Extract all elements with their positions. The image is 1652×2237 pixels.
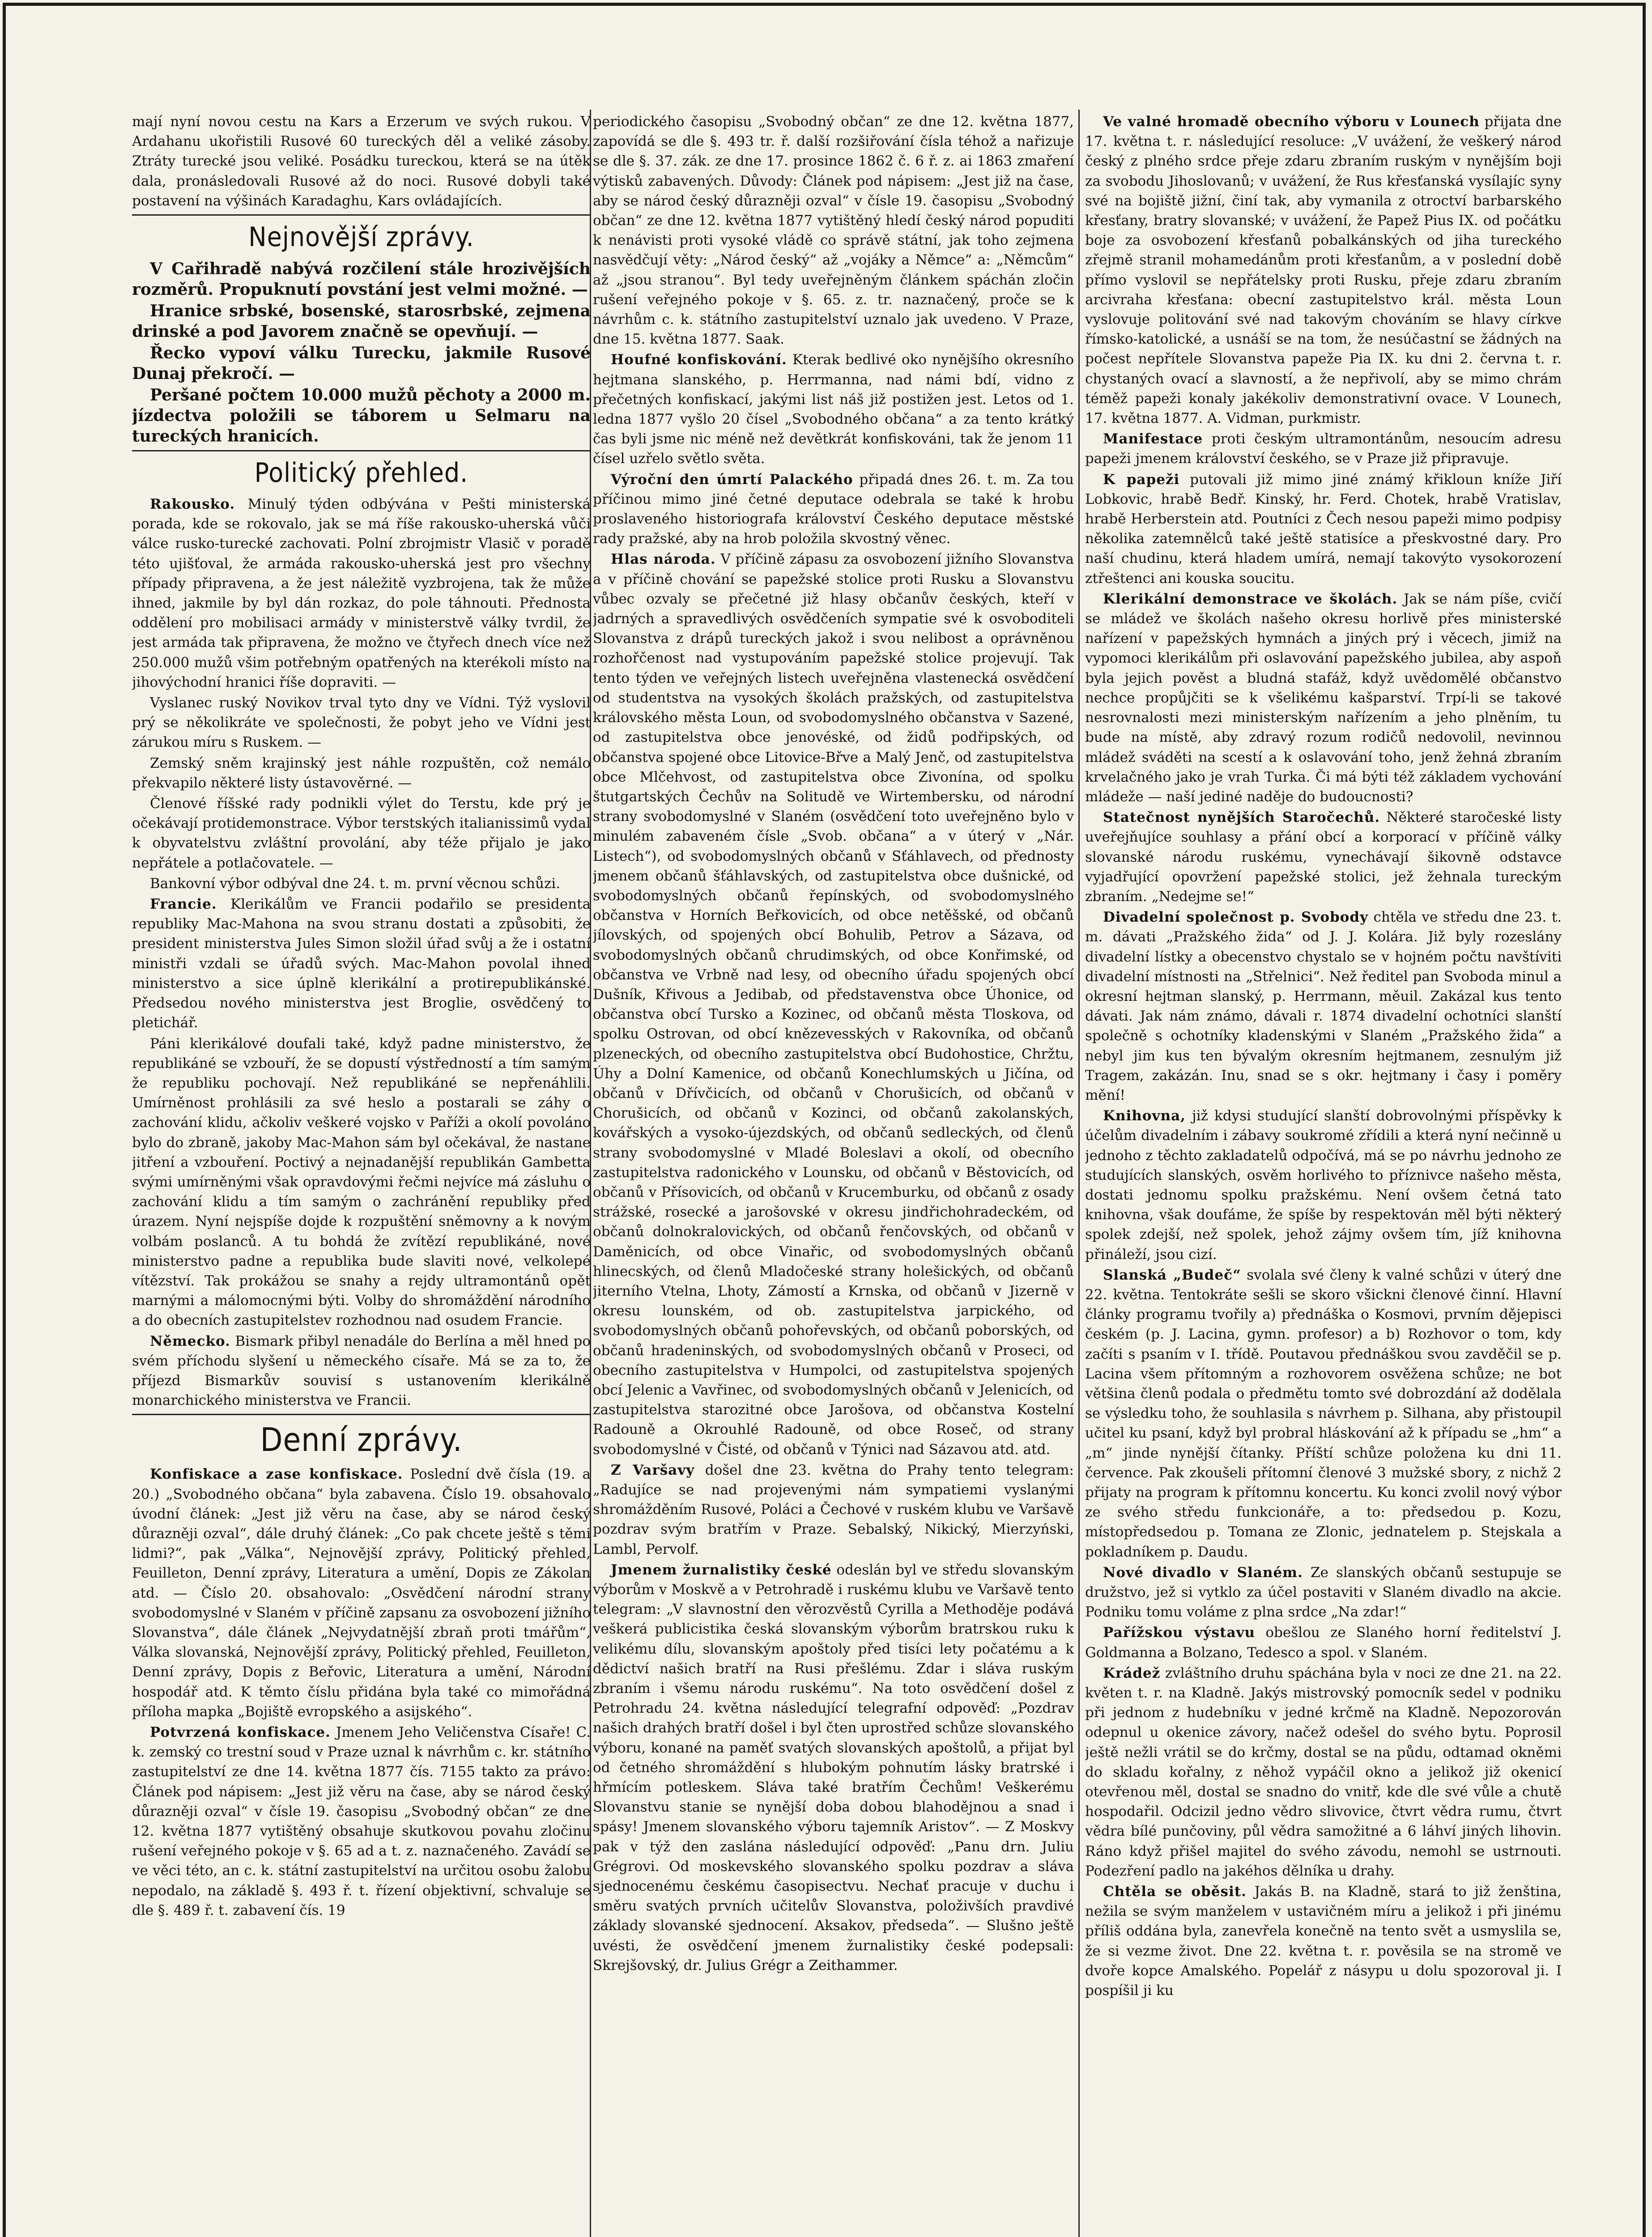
column-1 [132,112,591,2237]
keyword: Výroční den úmrtí Palackého [611,471,853,488]
keyword: Potvrzená konfiskace. [150,1724,331,1740]
paragraph [1085,470,1562,588]
paragraph-text: Jakás B. na Kladně, stará to již ženština, nežila se svým manželem v ustavičném míru a jelikož i při jinému příliš oddána byla, zanevřela konečně na tento svět a usmyslila se, že si vezme život. Dne 22. května t. r. pověsila se na stromě ve dvoře kopce Amalského. Popelář z násypu u dolu spozoroval ji. I pospíšil ji ku [1085,1884,1562,1999]
paragraph-text: Bismark přibyl nenadále do Berlína a měl hned po svém příchodu slyšení u německého císaře. Má se za to, že příjezd Bismarkův souvisí s ustanovením klerikálně monarchického ministerstva ve Francii. [132,1333,591,1409]
keyword: Chtěla se oběsit. [1103,1884,1247,1900]
paragraph [132,1331,591,1411]
paragraph [132,894,591,1033]
paragraph-text: proti českým ultramontánům, nesoucím adresu papeži jmenem království českého, se v Praze již připravuje. [1085,431,1562,467]
paragraph [1085,1882,1562,2000]
paragraph: periodického časopisu „Svobodný občan“ ze dne 12. května 1877, zapovídá se dle §. 493 tr. ř. další rozšiřování čísla téhož a nařizuje se dle §. 37. zák. ze dne 17. prosince 1862 č. 6 ř. z. ai 1863 zmaření výtisků zabavených. Důvody: Článek pod nápisem: „Jest již na čase, aby se národ český důrazněji ozval“ v čísle 19. časopisu „Svobodný občan“ ze dne 12. května 1877 vytištěný hledí český národ popuditi k nenávisti proti vysoké vládě co správě státní, jak toho zejmena nasvědčují věty: „Národ český“ až „vojáky a Němce“ a: „Němcům“ až „jsou stranou“. Byl tedy uveřejněným článkem spáchán zločin rušení veřejného pokoje v §. 65. z. tr. naznačený, proče se k návrhům c. k. státního zastupitelství uznalo jak uvedeno. V Praze, dne 15. května 1877. Saak. [593,114,1074,348]
keyword: Statečnost nynějších Staročechů. [1103,809,1380,826]
keyword: Knihovna, [1103,1108,1186,1124]
paragraph-text: svolala své členy k valné schůzi v úterý dne 22. května. Tentokráte sešli se skoro všickni členové činní. Hlavní články programu tvořily a) přednáška o Kosmovi, prvním dějepisci českém (p. J. Lacina, gymn. profesor) a b) Rozhovor o tom, kdy začíti s psaním v I. třídě. Poutavou přednáškou svou zavděčil se p. Lacina všem přítomným a rozhovorem osvěžena schůze; ne bot většina členů podala o předmětu tomto své dobrozdání až dodělala se výsledku toho, že souhlasila s návrhem p. Silhana, aby přistoupil učitel ku psaní, když byl probral hláskování až k případu se „hm“ a „m“ jinde nynější čítanky. Příští schůze položena ku dni 11. července. Pak zkoušeli přítomní členové 3 mužské sbory, z nichž 2 přijaty na program k přítomnu koncertu. Ku konci zvolil nový výbor ze svého středu funkcionáře, a to: předsedou p. Kozu, místopředsedou p. Tomana ze Zlonic, jednatelem p. Stejskala a pokladníkem p. Daudu. [1085,1267,1562,1560]
paragraph [1085,589,1562,807]
paragraph-text: Poslední dvě čísla (19. a 20.) „Svobodného občana“ byla zabavena. Číslo 19. obsahovalo úvodní článek: „Jest již věru na čase, aby se národ český důrazněji ozval“, dále druhý článek: „Co pak chcete ještě s těmi lidmi?“, pak „Válka“, Nejnovější zprávy, Politický přehled, Feuilleton, Denní zprávy, Literatura a umění, Dopis ze Zákolan atd. — Číslo 20. obsahovalo: „Osvědčení národní strany svobodomyslné v Slaném v příčině zapsanu za osvobození jižního Slovanstva“, dále článek „Nejvydatnější zbraň proti tmářům“, Válka slovanská, Nejnovější zprávy, Politický přehled, Feuilleton, Denní zprávy, Dopis z Beřovic, Literatura a umění, Národní hospodář atd. K těmto číslu přidána byla také co mimořádná příloha mapka „Bojiště evropského a asijského“. [132,1466,591,1720]
news-item: V Cařihradě nabývá rozčilení stále hrozivějších rozměrů. Propuknutí povstání jest velmi možné. — [132,259,591,299]
keyword: Divadelní společnost p. Svobody [1103,909,1369,926]
keyword: Německo. [150,1333,230,1349]
section-title-political-overview: Politický přehled. [254,457,468,489]
paragraph [132,1464,591,1722]
paragraph-text: Klerikálům ve Francii podařilo se presidenta republiky Mac-Mahona na svou stranu dostati a způsobiti, že president ministerstva Jules Simon složil úřad svůj a že i ostatní ministři vzdali se úřadů svých. Mac-Mahon povolal ihned ministerstvo a sice úplně klerikální a protirepublikánské. Předsedou nového ministerstva jest Broglie, osvědčený to pletichář. [132,896,591,1031]
news-item: Peršané počtem 10.000 mužů pěchoty a 2000 m. jízdectva položili se táborem u Selmaru na tureckých hranicích. [132,386,591,446]
paragraph-text: chtěla ve středu dne 23. t. m. dávati „Pražského žida“ od J. J. Kolára. Již byly rozeslány divadelní lístky a obecenstvo chystalo se v hojném počtu navštíviti divadelní místnosti na „Střelnici“. Než ředitel pan Svoboda minul a okresní hejtman slanský, p. Herrmann, měuil. Zakázal kus tento dávati. Jak nám známo, dávali r. 1874 divadelní ochotníci slanští společně s ochotníky kladenskými v Slaném „Pražského žida“ a nebyl jim kus ten bývalým okresním hejtmanem, zesnulým již Tragem, zakázán. Inu, snad se s okr. hejtmany i časy i poměry mění! [1085,909,1562,1103]
paragraph [1085,1265,1562,1562]
paragraph: mají nyní novou cestu na Kars a Erzerum ve svých rukou. V Ardahanu ukořistili Rusové 60 tureckých děl a veliké zásoby. Ztráty turecké jsou veliké. Posádku tureckou, která se na útěk dala, pronásledovali Rusové až do noci. Rusové dobyli také postavení na výšinách Karadaghu, Kars ovládajících. [132,114,591,209]
keyword: Rakousko. [150,496,235,513]
keyword: Manifestace [1103,431,1203,447]
paragraph-text: připadá dnes 26. t. m. Za tou příčinou mimo jiné četné deputace odebrala se také k hrobu proslaveného historiografa království Českého deputace městské rady pražské, aby na hrob položila skvostný věnec. [593,471,1074,547]
section-divider [132,450,591,451]
paragraph: Členové říšské rady podnikli výlet do Terstu, kde prý je očekávají protidemonstrace. Výbor terstských italianissimů vydal k obyvatelstvu zvláštní provolání, aby téže přijalo je jako nepřátele a potlačovatele. — [132,795,591,871]
paragraph [1085,1623,1562,1662]
column-rule [1078,110,1080,2237]
news-item: Řecko vypoví válku Turecku, jakmile Rusové Dunaj překročí. — [132,344,591,383]
paragraph-text: Jak se nám píše, cvičí se mládež ve školách našeho okresu horlivě přes ministerské nařízení v papežských hymnách a jiných prý i věcech, jimiž na vypomoci klerikálům při oslavování papežského jubilea, aby aspoň byla jejich pověst a bludná stafáž, když uvědomělé občanstvo nechce propůjčiti se k všelikému kašparství. Trpí-li se takové nesrovnalosti mezi ministerským nařízením a jeho plněním, tu bude na místě, aby zdravý rozum rodičů nedovolil, nevinnou mládež sváděti na scestí a k oslavování toho, jenž žehná zbraním krvelačného jako je vrah Turka. Či má býti též základem vychování mládeže — naší jediné naděje do budoucnosti? [1085,591,1562,805]
paragraph-text: došel dne 23. května do Prahy tento telegram: „Radujíce se nad projevenými nám sympatiemi vyslanými shromážděním Rusové, Poláci a Čechové v ruském klubu ve Varšavě pozdrav svým bratřím v Praze. Sebalský, Nikický, Mierzyński, Lambl, Pervolf. [593,1462,1074,1557]
keyword: K papeži [1103,471,1180,488]
paragraph [1085,808,1562,906]
paragraph-text: odeslán byl ve středu slovanským výborům v Moskvě a v Petrohradě i ruskému klubu ve Varšavě tento telegram: „V slavnostní den věrozvěstů Cyrilla a Methoděje podává veškerá publicistika česká slovanským výborům bratrskou ruku k velikému dílu, slovanským apoštoly před tisíci lety počatému a k dědictví našich bratří na Rusi přešlému. Zdar i sláva ruským zbraním i všemu národu ruskému“. Na toto osvědčení došel z Petrohradu 24. května následující telegrafní odpověď: „Pozdrav našich drahých bratří došel i byl čten uprostřed schůze slovanského výboru, konané na paměť svatých slovanských apoštolů, a přijat byl od četného shromáždění s hlubokým pohnutím lásky bratrské i hřmícím potleskem. Sláva také bratřím Čechům! Veškerému Slovanstvu stanie se nynější doba dobou blahodějnou a snad i spásy! Jmenem slovanského výboru tajemník Aristov“. — Z Moskvy pak v týž den zaslána následující odpověď: „Panu drn. Juliu Grégrovi. Od moskevského slovanského spolku pozdrav a sláva sjednocenému českému časopisectvu. Nechať pracuje v duchu i směru svatých prvních učitelův Slovanstva, položivších pravdivé základy slovanské sjednocení. Aksakov, předseda“. — Slušno ještě uvésti, že osvědčení jmenem žurnalistiky české podepsali: Skrejšovský, dr. Julius Grégr a Zeithammer. [593,1561,1074,1973]
keyword: Jmenem žurnalistiky české [611,1561,832,1578]
keyword: Houfné konfiskování. [611,352,787,368]
paragraph [1085,112,1562,428]
paragraph [593,549,1074,1459]
news-item: Hranice srbské, bosenské, starosrbské, zejmena drinské a pod Javorem značně se opevňují. — [132,302,591,341]
keyword: Krádež [1103,1665,1161,1681]
column-2 [593,112,1074,2237]
keyword: Pařížskou výstavu [1103,1625,1256,1641]
paragraph-text: Jmenem Jeho Veličenstva Císaře! C. k. zemský co trestní soud v Praze uznal k návrhům c. kr. státního zastupitelství ze dne 14. května 1877 čís. 7155 takto za právo: Článek pod nápisem: „Jest již věru na čase, aby se národ český důrazněji ozval“ v čísle 19. časopisu „Svobodný občan“ ze dne 12. května 1877 vytištěný obsahuje skutkovou povahu zločinu rušení veřejného pokoje v §. 65 ad a t. z. naznačeného. Zavádí se ve věci této, an c. k. státní zastupitelství na určitou osobu žalobu nepodalo, na základě §. 493 ř. t. řízení objektivní, schvaluje se dle §. 489 ř. t. zabavení čís. 19 [132,1724,591,1918]
paragraph [132,1722,591,1920]
section-title-latest-news: Nejnovější zprávy. [248,221,474,253]
paragraph [593,350,1074,468]
paragraph: Páni klerikálové doufali také, když padne ministerstvo, že republikáné se vzbouří, že se dopustí výstředností a tím samým že republiku pochovají. Než republikáné se nepřenáhlili. Umírněnost prohlásili za své heslo a postarali se záhy o zachování klidu, ačkoliv veškeré vojsko v Paříži a okolí povoláno bylo do zbraně, jakoby Mac-Mahon sám byl očekával, že nastane jitření a vzbouření. Poctivý a nejnadanější republikán Gambetta svými umírněnými však opravdovými řečmi nejvíce má zásluhu o zachování klidu a tím samým o zachránění republiky před úrazem. Nyní nejspíše dojde k rozpuštění sněmovny a k novým volbám poslanců. A tu bohdá že zvítězí republikáné, nové ministerstvo padne a republika bude slaviti nové, velkolepé vítězství. Tak prokážou se snahy a rejdy ultramontánů opět marnými a málomocnými býti. Volby do shromáždění národního a do obecních zastupitelstev rozhodnou nad osudem Francie. [132,1035,591,1329]
paragraph-text: Minulý týden odbývána v Pešti ministerská porada, kde se rokovalo, jak se má říše rakousko-uherská vůči válce rusko-turecké zachovati. Polní zbrojmistr Vlasič v poradě této ujišťoval, že armáda rakousko-uherská jest pro všechny případy připravena, a že jest náležitě vyzbrojena, tak že může ihned, jakmile by byl dán rozkaz, do pole táhnouti. Přednosta oddělení pro mobilisaci armády v ministerstvě války tvrdil, že jest armáda tak připravena, že možno ve čtyřech dnech více než 250.000 mužů všim potřebným opatřených na kterékoli místo na jihovýchodní hranici říše dopraviti. — [132,496,591,690]
keyword: Slanská „Budeč“ [1103,1267,1241,1283]
paragraph [593,470,1074,549]
paragraph-text: obešlou ze Slaného horní ředitelství J. Goldmanna a Bolzano, Tedesco a spol. v Slaném. [1085,1625,1562,1661]
keyword: Z Varšavy [611,1462,695,1478]
paragraph-text: Kterak bedlivé oko nynějšího okresního hejtmana slanského, p. Herrmanna, nad námi bdí, vidno z přečetných konfiskací, jakými list náš již postižen jest. Letos od 1. ledna 1877 vyšlo 20 čísel „Svobodného občana“ a za tento krátký čas byli jsme nic méně než devětkrát konfiskováni, tak že jenom 11 čísel uzřelo světlo světa. [593,352,1074,467]
paragraph: Bankovní výbor odbýval dne 24. t. m. první věcnou schůzi. [150,875,561,892]
section-divider [132,1414,591,1415]
keyword: Klerikální demonstrace ve školách. [1103,591,1398,607]
paragraph [593,1560,1074,1975]
paragraph [1085,429,1562,468]
paragraph [1085,907,1562,1105]
keyword: Francie. [150,896,217,913]
paragraph-text: Některé staročeské listy uveřejňujíce souhlasy a přání obcí a korporací v příčině války slovanské národu ruskému, vynechávají šikovně odstavce vyjadřující opovržení papežské stolici, jež žehnala tureckým zbraním. „Nedejme se!“ [1085,809,1562,905]
keyword: Nové divadlo v Slaném. [1103,1564,1303,1581]
paragraph-text: již kdysi studující slanští dobrovolnými příspěvky k účelům divadelním i zábavy soukromé zřídili a která nyní nečinně u jednoho z těchto zakladatelů odpočívá, má se po návrhu jednoho ze studujících slanských, osvěm horlivého to příznivce našeho města, dostati jednomu spolku pražskému. Není ovšem četná tato knihovna, však doufáme, že spíše by respektován měl býti některý spolek zdejší, než spolek, jehož zájmy ovšem tím, jíž knihovna přináleží, jsou cizí. [1085,1108,1562,1263]
keyword: Hlas národa. [611,551,716,568]
paragraph [1085,1563,1562,1622]
paragraph [132,494,591,692]
paragraph: Zemský sněm krajinský jest náhle rozpuštěn, což nemálo překvapilo některé listy ústavověrné. — [132,755,591,791]
section-divider [132,214,591,216]
paragraph-text: V příčině zápasu za osvobození jižního Slovanstva a v příčině chování se papežské stolice proti Rusku a Slovanstvu vůbec ozvaly se přečetné již hlasy občanův českých, kteří v jadrných a spravedlivých osvědčeních sympatie své k osvoboditeli Slovanstva z drápů tureckých jakož i svou nelibost a oprávněnou rozhořčenost nad vystupováním papežské stolice projevují. Tak tento týden ve veřejných listech uveřejněna vlastenecká osvědčení od studentstva na vysokých školách pražských, od zastupitelstva královského města Loun, od svobodomyslného občanstva v Sazené, od zastupitelstva obce jenovéské, od židů podřipských, od občanstva spojené obce Litovice-Břve a Malý Jenč, od zastupitelstva obce Mlčehvost, od zastupitelstva obce Zivonína, od spolku štutgartských Čechův na Solitudě ve Wirtembersku, od národní strany svobodomyslné v Slaném (osvědčení toto uveřejněno bylo v minulém zabaveném čísle „Svob. občana“ a v úterý v „Nár. Listech“), od svobodomyslných občanů v Sťáhlavech, od přednosty jmenem občanů šťáhlavských, od zastupitelstva obce dušnické, od svobodomyslných občanů řepínských, od svobodomyslného občanstva v Horních Beřkovicích, od obce netěšské, od občanů jílovských, od spojených obcí Bohulib, Petrov a Sázava, od svobodomyslných občanů chrudimských, od obce Konřimské, od občanstva ve Vrbně nad lesy, od obecního úřadu spojených obcí Dušník, Křivous a Jedibab, od představenstva obce Úhonice, od občanstva obcí Tursko a Kozinec, od občanů města Tloskova, od spolku Ostrovan, od obcí knězevesských v Rakovníka, od občanů plzeneckých, od obecního zastupitelstva obcí Budohostice, Chržtu, Úhy a Dolní Kamenice, od občanů Konechlumských u Jičína, od občanů v Dřívčicích, od občanů v Chorušicích, od občanů v Chorušicích, od občanů v Kozinci, od občanů zakolanských, kovářských a vysoko-újezdských, od občanů sedleckých, od členů strany svobodomyslné v Mladé Boleslavi a okolí, od obecního zastupitelstva radonického v Lounsku, od občanů v Běstovicích, od občanů v Přísovicích, od občanů v Krucemburku, od občanů z osady strážské, rosecké a jarošovské v okresu jindřichohradeckém, od občanů dolnokralovických, od občanů řenčovských, od občanů v Daměnicích, od obce Vinařic, od svobodomyslných občanů hlinecských, od členů Mladočeské strany holešických, od občanů jiterního Vtelna, Lhoty, Zámostí a Krnska, od občanů v Jizerně v okresu lounském, od ob. zastupitelstva jarpického, od svobodomyslných občanů pohořevských, od občanů poborských, od občanů hradeninských, od svobodomyslných občanů v Proseci, od obecního zastupitelstva v Humpolci, od zastupitelstva spojených obcí Jelenic a Vavřinec, od svobodomyslných občanů v Jelenicích, od zastupitelstva starozitné obce Jarošova, od občanstva Kostelní Radouně a Okrouhlé Radouně, od obce Roseč, od strany svobodomyslné v Čisté, od občanů v Týnici nad Sázavou atd. atd. [593,551,1074,1458]
paragraph-text: putovali již mimo jiné známý křikloun kníže Jiří Lobkovic, hrabě Bedř. Kinský, hr. Ferd. Chotek, hrabě Vratislav, hrabě Herberstein atd. Poutníci z Čech nesou papeži mimo podpisy několika zatemnělců také ještě statisíce a přeskvostné dary. Pro naší chudinu, která hladem umírá, nemají takovýto vysokorození ztřeštenci ani kouska soucitu. [1085,471,1562,587]
paragraph-text: Ze slanských občanů sestupuje se družstvo, jež si vytklo za účel postaviti v Slaném divadlo na akcie. Podniku tomu voláme z plna srdce „Na zdar!“ [1085,1564,1562,1620]
section-title-daily-news: Denní zprávy. [260,1421,463,1459]
column-3 [1085,112,1562,2237]
paragraph [593,1460,1074,1559]
paragraph-text: zvláštního druhu spáchána byla v noci ze dne 21. na 22. květen t. r. na Kladně. Jakýs mistrovský pomocník sedel v podniku při jednom z hudebníku v jedné krčmě na Kladně. Nepozorován odepnul u okenice závory, načež odešel do svého bytu. Poprosil ještě nežli vrátil se do krčmy, dostal se na půdu, odtamad okněmi do skladu kořalny, z něhož vypáčil okno a jelikož již okenicí otevřenou měl, dostal se snadno do vnitř, kde dle své vůle a chutě hospodařil. Odcizil jedno vědro slivovice, čtvrt vědra rumu, čtvrt vědra bílé punčoviny, půl vědra samožitné a 6 láhví jiných lihovin. Ráno když přišel majitel do svého závodu, nemohl se ustrnouti. Podezření padlo na jakéhos dělníka u drahy. [1085,1665,1562,1879]
keyword: Konfiskace a zase konfiskace. [150,1466,403,1483]
paragraph: Vyslanec ruský Novikov trval tyto dny ve Vídni. Týž vyslovil prý se několikráte ve společnosti, že pobyt jeho ve Vídni jest zárukou míru s Ruskem. — [132,695,591,751]
paragraph [1085,1106,1562,1264]
paragraph [1085,1663,1562,1881]
paragraph-text: přijata dne 17. května t. r. následující resoluce: „V uvážení, že veškerý národ český z plného srdce přeje zdaru zbraním ruským v nynějším boji za svobodu Jihoslovanů; v uvážení, že Rus křesťanská vysílajíc syny své na bojiště jižní, činí tak, aby vymanila z otroctví barbarského křesťany, bratry slovanské; v uvážení, že Papež Pius IX. od počátku boje za osvobození křesťanů pobalkánských od jiha tureckého zřejmě stranil mohamedánům proti křesťanům, a v poslední době přímo vyslovil se nepřátelsky proti Rusku, přeje zdaru zbraním arcivraha křesťana: obecní zastupitelstvo král. města Loun vyslovuje politování své nad takovým chováním se hlavy církve římsko-katolické, a usnáší se na tom, že nesúčastní se žádných na počest nepřítele Slovanstva papeže Pia IX. ku dni 2. června t. r. chystaných ovací a slavností, a že nepřivolí, aby se mimo chrám téměž papeži konaly jakékoliv demonstrativní ovace. V Lounech, 17. května 1877. A. Vidman, purkmistr. [1085,114,1562,427]
keyword: Ve valné hromadě obecního výboru v Lounech [1103,114,1480,130]
